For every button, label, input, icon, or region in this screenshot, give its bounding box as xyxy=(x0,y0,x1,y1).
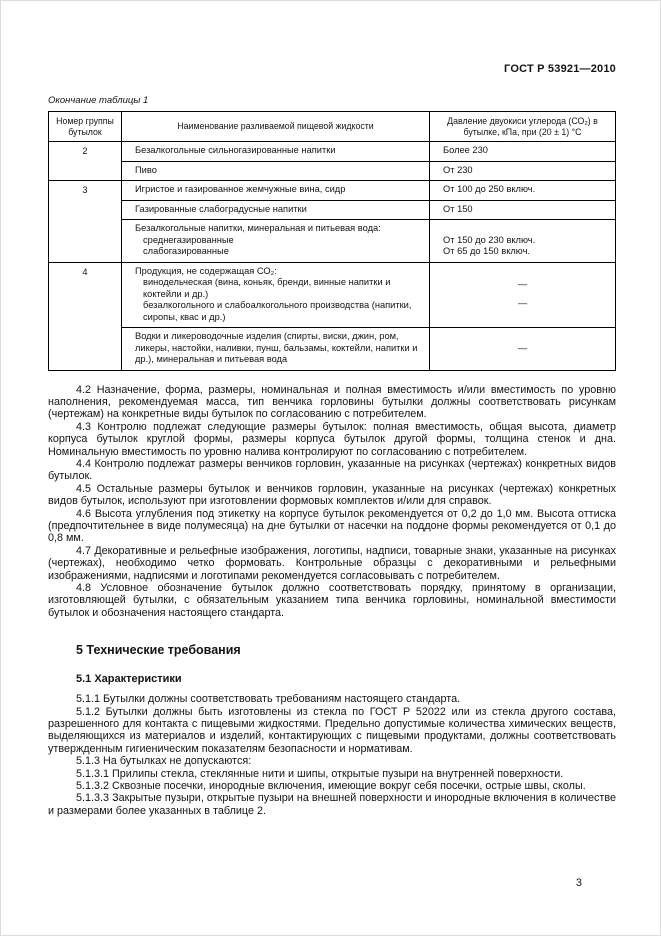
page-number: 3 xyxy=(575,877,582,889)
pressure-cell xyxy=(430,262,616,328)
col-header-liquid-name: Наименование разливаемой пищевой жидкости xyxy=(122,112,430,142)
liquid-sub-item: безалкогольного и слабоалкогольного производства (напитки, сиропы, квас и др.) xyxy=(143,300,412,322)
section-5-paragraphs xyxy=(48,693,616,817)
paragraph-4-3: 4.3 Контролю подлежат следующие размеры бутылок: полная вместимость, общая высота, диаметр корпуса бутылок круглой формы, размеры корпуса бутылок другой формы, толщина стенок и дна. Номинальную вместимость по уровню налива контролируют по согласованию с потребителем. xyxy=(48,420,616,458)
liquid-sub-item: среднегазированные xyxy=(143,234,234,245)
paragraph-5-1-3-2: 5.1.3.2 Сквозные посечки, инородные включения, имеющие вокруг себя посечки, острые швы, сколы. xyxy=(76,780,586,793)
table-row xyxy=(49,142,616,162)
pressure-cell: От 150 xyxy=(430,200,616,220)
doc-number: ГОСТ Р 53921—2010 xyxy=(504,63,616,75)
paragraph-4-4: 4.4 Контролю подлежат размеры венчиков горловин, указанные на рисунках (чертежах) конкретных видов бутылок. xyxy=(48,457,616,483)
paragraph-5-1-1: 5.1.1 Бутылки должны соответствовать требованиям настоящего стандарта. xyxy=(76,693,461,706)
pressure-cell xyxy=(430,220,616,263)
paragraph-4-5: 4.5 Остальные размеры бутылок и венчиков горловин, указанные на рисунках (чертежах) конкретных видов бутылок, используют при изготовлении формовых комплектов и/или для справок. xyxy=(48,482,616,508)
section-4-paragraphs xyxy=(48,384,616,620)
table-row xyxy=(49,161,616,181)
table-caption: Окончание таблицы 1 xyxy=(48,95,149,106)
bottle-groups-table xyxy=(48,111,616,371)
pressure-cell: — xyxy=(430,328,616,371)
liquid-sub-item: слабогазированные xyxy=(143,246,229,256)
paragraph-5-1-3-1: 5.1.3.1 Прилипы стекла, стеклянные нити и шипы, открытые пузыри на внутренней поверхности. xyxy=(76,767,564,780)
col-header-pressure: Давление двуокиси углерода (СО₂) в бутылке, кПа, при (20 ± 1) °С xyxy=(430,112,616,142)
table-row xyxy=(49,262,616,328)
paragraph-4-2: 4.2 Назначение, форма, размеры, номинальная и полная вместимость и/или вместимость по уровню наполнения, рекомендуемая масса, тип венчика горловины бутылки должны соответствовать рисункам (чертежам) на конкретные виды бутылок по согласованию с потребителем. xyxy=(48,383,616,421)
liquid-cell: Пиво xyxy=(122,161,430,181)
pressure-value-line: От 150 до 230 включ. xyxy=(443,234,536,245)
paragraph-4-6: 4.6 Высота углубления под этикетку на корпусе бутылок рекомендуется от 0,2 до 1,0 мм. Высота оттиска (предпочтительнее в виде полумесяца) на дне бутылки от насечки на поддоне формы рекомендуется от 0,1 до 0,8 мм. xyxy=(48,507,616,545)
table-row xyxy=(49,200,616,220)
liquid-cell: Игристое и газированное жемчужные вина, сидр xyxy=(122,181,430,201)
group-number-cell: 3 xyxy=(49,181,122,263)
pressure-dash: — xyxy=(517,279,528,290)
col-header-group-number: Номер группы бутылок xyxy=(49,112,122,142)
table-row xyxy=(49,328,616,371)
liquid-cell: Безалкогольные сильногазированные напитки xyxy=(122,142,430,162)
paragraph-5-1-3-3: 5.1.3.3 Закрытые пузыри, открытые пузыри на внешней поверхности и инородные включения в количестве и размерами более указанных в таблице 2. xyxy=(48,792,616,817)
table-row xyxy=(49,220,616,263)
pressure-cell: Более 230 xyxy=(430,142,616,162)
pressure-cell: От 230 xyxy=(430,161,616,181)
pressure-value-line: От 65 до 150 включ. xyxy=(443,246,530,256)
table-header-row xyxy=(49,112,616,142)
liquid-cell: Газированные слабоградусные напитки xyxy=(122,200,430,220)
liquid-sub-item: винодельческая (вина, коньяк, бренди, винные напитки и коктейли и др.) xyxy=(143,277,391,299)
group-number-cell: 2 xyxy=(49,142,122,181)
pressure-cell: От 100 до 250 включ. xyxy=(430,181,616,201)
section-5-title: 5 Технические требования xyxy=(76,643,241,658)
liquid-main-line: Безалкогольные напитки, минеральная и питьевая вода: xyxy=(135,223,381,233)
group-number-cell: 4 xyxy=(49,262,122,370)
paragraph-4-8: 4.8 Условное обозначение бутылок должно соответствовать порядку, принятому в организации, изготовляющей бутылки, с обязательным указанием типа венчика горловины, номинальной вместимости бутылок и обозначения настоящего стандарта. xyxy=(48,582,616,619)
liquid-cell xyxy=(122,220,430,263)
liquid-main-line: Продукция, не содержащая СО₂: xyxy=(135,265,277,276)
paragraph-5-1-2: 5.1.2 Бутылки должны быть изготовлены из стекла по ГОСТ Р 52022 или из стекла другого состава, разрешенного для контакта с пищевыми жидкостями. Предельно допустимые количества химических веществ, выделяющихся из материалов и изделий, контактирующих с пищевыми продуктами, должны соответствовать утвержденным гигиеническим показателям безопасности и нормативам. xyxy=(48,705,616,755)
paragraph-4-7: 4.7 Декоративные и рельефные изображения, логотипы, надписи, товарные знаки, указанные на рисунках (чертежах), необходимо четко формовать. Контрольные образцы с декоративными и рельефными изображениями, надписями и логотипами рекомендуется согласовывать с потребителем. xyxy=(48,544,616,582)
paragraph-5-1-3: 5.1.3 На бутылках не допускаются: xyxy=(76,755,252,768)
liquid-cell: Водки и ликероводочные изделия (спирты, виски, джин, ром, ликеры, настойки, наливки, пунш, бальзамы, коктейли, напитки и др.), минеральная и питьевая вода xyxy=(122,328,430,371)
pressure-dash: — xyxy=(517,297,528,308)
section-5-1-title: 5.1 Характеристики xyxy=(76,673,182,686)
table-row xyxy=(49,181,616,201)
liquid-cell xyxy=(122,262,430,328)
